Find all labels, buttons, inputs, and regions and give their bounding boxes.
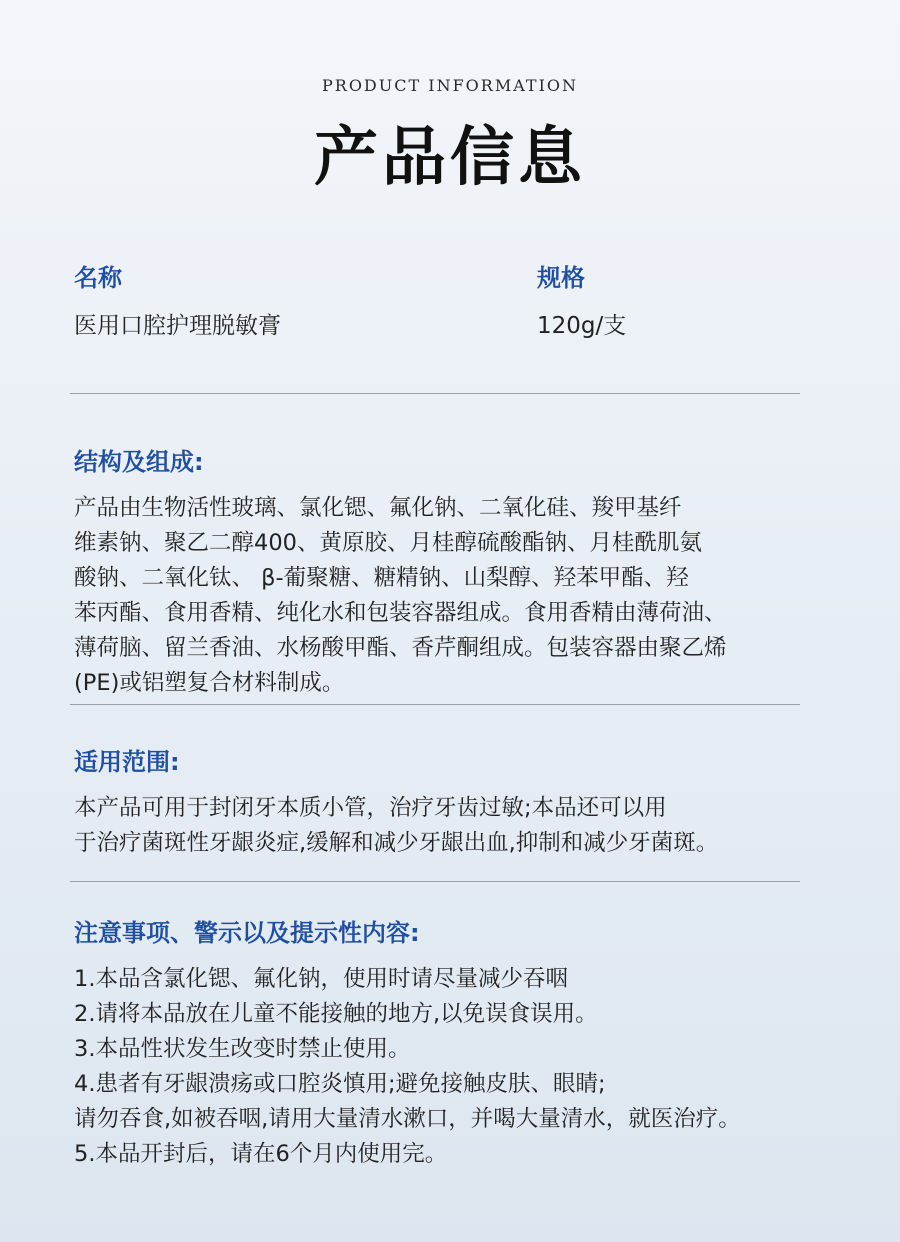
divider xyxy=(70,704,800,705)
composition-line: 产品由生物活性玻璃、氯化锶、氟化钠、二氧化硅、羧甲基纤 xyxy=(74,495,682,521)
composition-line: 薄荷脑、留兰香油、水杨酸甲酯、香芹酮组成。包装容器由聚乙烯 xyxy=(74,635,727,661)
composition-label: 结构及组成: xyxy=(74,448,204,476)
notes-section xyxy=(74,913,834,1172)
notes-line: 4.患者有牙龈溃疡或口腔炎慎用;避免接触皮肤、眼睛; xyxy=(74,1071,606,1097)
composition-text xyxy=(74,491,834,701)
composition-line: 酸钠、二氧化钛、 β-葡聚糖、糖精钠、山梨醇、羟苯甲酯、羟 xyxy=(74,565,689,591)
notes-line: 1.本品含氯化锶、氟化钠，使用时请尽量减少吞咽 xyxy=(74,966,568,992)
scope-label: 适用范围: xyxy=(74,748,180,776)
divider xyxy=(70,393,800,394)
scope-line: 本产品可用于封闭牙本质小管，治疗牙齿过敏;本品还可以用 xyxy=(74,795,667,821)
page-title: 产品信息 xyxy=(314,121,586,195)
scope-text xyxy=(74,791,834,861)
notes-line: 3.本品性状发生改变时禁止使用。 xyxy=(74,1036,411,1062)
spec-label: 规格 xyxy=(537,264,585,292)
notes-line: 5.本品开封后，请在6个月内使用完。 xyxy=(74,1141,448,1167)
spec-value: 120g/支 xyxy=(537,313,627,339)
name-label: 名称 xyxy=(74,264,122,292)
notes-label: 注意事项、警示以及提示性内容: xyxy=(74,919,420,947)
name-value: 医用口腔护理脱敏膏 xyxy=(74,313,281,339)
name-block xyxy=(74,258,281,340)
composition-section xyxy=(74,442,834,701)
composition-line: (PE)或铝塑复合材料制成。 xyxy=(74,670,345,696)
notes-line: 2.请将本品放在儿童不能接触的地方,以免误食误用。 xyxy=(74,1001,598,1027)
notes-text xyxy=(74,962,834,1172)
scope-line: 于治疗菌斑性牙龈炎症,缓解和减少牙龈出血,抑制和减少牙菌斑。 xyxy=(74,830,719,856)
divider xyxy=(70,881,800,882)
composition-line: 维素钠、聚乙二醇400、黄原胶、月桂醇硫酸酯钠、月桂酰肌氨 xyxy=(74,530,702,556)
composition-line: 苯丙酯、食用香精、纯化水和包装容器组成。食用香精由薄荷油、 xyxy=(74,600,727,626)
scope-section xyxy=(74,742,834,861)
spec-block xyxy=(537,258,626,340)
header-subtitle: PRODUCT INFORMATION xyxy=(322,76,578,95)
notes-line: 请勿吞食,如被吞咽,请用大量清水漱口，并喝大量清水，就医治疗。 xyxy=(74,1106,741,1132)
